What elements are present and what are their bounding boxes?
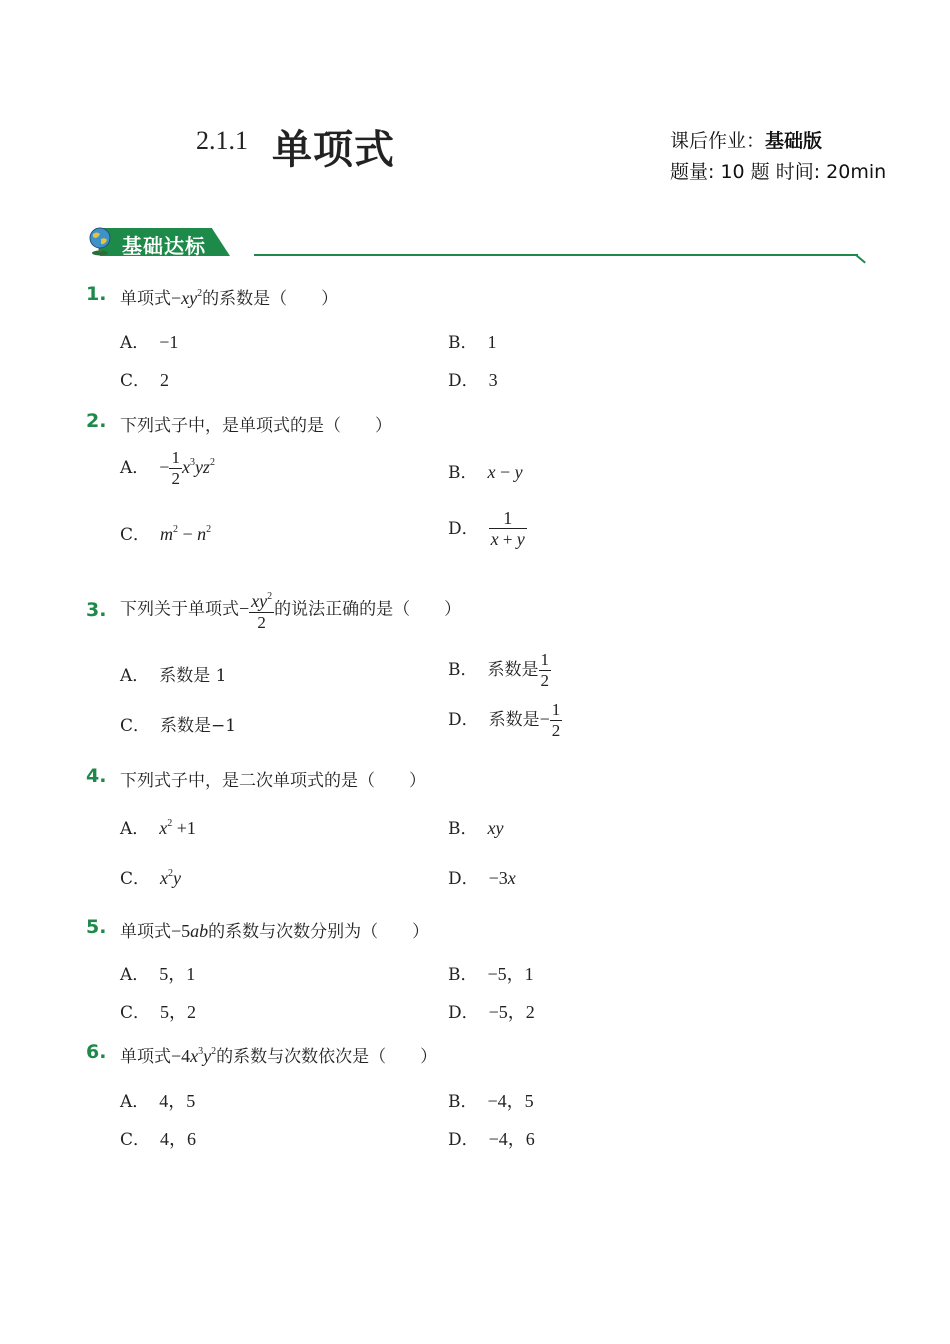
option-a[interactable]: A． − $\frac{1}{2}$ $x^3yz^2$ (120, 448, 215, 488)
page-title: 单项式 (272, 127, 395, 173)
banner-label: 基础达标 (122, 234, 206, 258)
question-number: 1. (86, 283, 107, 305)
option-d[interactable]: D． −5，2 (448, 1002, 535, 1023)
question-number: 4. (86, 765, 107, 787)
meta-label: 课后作业： (670, 130, 766, 152)
option-a[interactable]: A． 系数是 1 (120, 666, 227, 686)
globe-icon (86, 226, 114, 256)
meta-level: 基础版 (765, 130, 823, 152)
option-c[interactable]: C． 2 (120, 370, 170, 391)
question-number: 3. (86, 599, 107, 621)
banner-rule-end (855, 254, 865, 263)
option-b[interactable]: B． xy (448, 818, 504, 839)
question-number: 5. (86, 916, 107, 938)
option-d[interactable]: D． 3 (448, 370, 498, 391)
question-count: 题量: 10 题 (670, 161, 770, 183)
question-text: 单项式$-4x^3y^2$的系数与次数依次是（ ） (120, 1046, 438, 1067)
option-b[interactable]: B． −5，1 (448, 964, 534, 985)
homework-level (670, 126, 822, 153)
option-d[interactable]: D． $\frac{1}{x + y}$ (448, 508, 525, 549)
question-text: 单项式−5ab的系数与次数分别为（ ） (120, 921, 430, 942)
option-d[interactable]: D． 系数是− $\frac{1}{2}$ (448, 700, 561, 740)
option-c[interactable]: C． 4，6 (120, 1129, 197, 1150)
option-c[interactable]: C． 5，2 (120, 1002, 197, 1023)
option-b[interactable]: B． 系数是 $\frac{1}{2}$ (448, 650, 549, 690)
section-number: 2.1.1 (196, 126, 248, 155)
question-text: 下列式子中，是二次单项式的是（ ） (120, 771, 426, 791)
option-a[interactable]: A． 5，1 (120, 964, 196, 985)
option-a[interactable]: A． 4，5 (120, 1091, 196, 1112)
question-number: 6. (86, 1041, 107, 1063)
banner-rule (254, 254, 858, 256)
option-b[interactable]: B． 1 (448, 332, 497, 353)
question-text: 单项式$-xy^2$的系数是（ ） (120, 288, 339, 309)
option-a[interactable]: A． −1 (120, 332, 179, 353)
option-a[interactable]: A． $x^2 +1$ (120, 818, 196, 839)
option-b[interactable]: B． −4，5 (448, 1091, 534, 1112)
option-d[interactable]: D． −4，6 (448, 1129, 535, 1150)
section-banner (86, 224, 866, 270)
question-text: 下列式子中，是单项式的是（ ） (120, 416, 392, 436)
time-limit: 时间: 20min (775, 161, 887, 183)
option-c[interactable]: C． 系数是−1 (120, 716, 237, 736)
question-number: 2. (86, 410, 107, 432)
option-c[interactable]: C． $m^2 - n^2$ (120, 524, 212, 545)
question-text: 下列关于单项式− $\frac{xy^2}{2}$ 的说法正确的是（ ） (120, 587, 461, 633)
option-b[interactable]: B． x − y (448, 462, 523, 483)
option-c[interactable]: C． $x^2y$ (120, 868, 182, 889)
option-d[interactable]: D． −3x (448, 868, 516, 889)
homework-info (670, 157, 886, 184)
